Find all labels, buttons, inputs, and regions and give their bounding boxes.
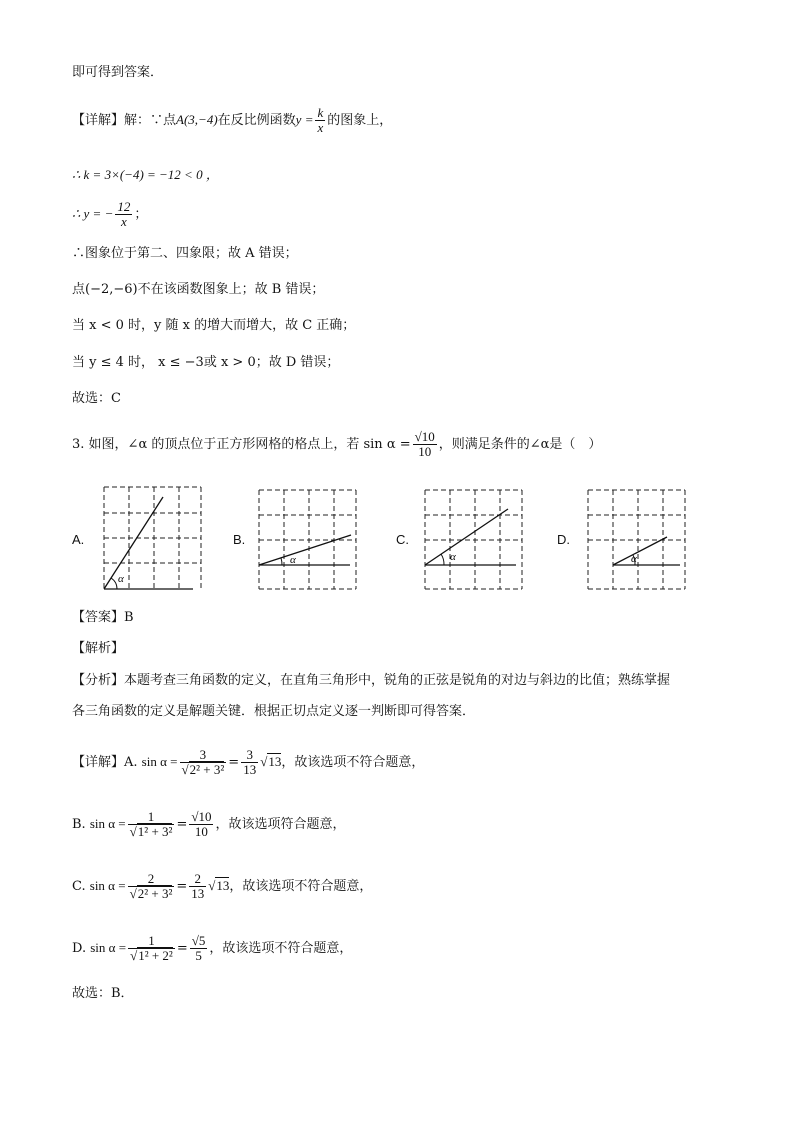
solution-result-fraction: $\frac{√5}{5}$ [191, 933, 206, 963]
solution-lhs: sin α = [90, 940, 127, 955]
step-y-end: ； [134, 207, 148, 222]
solution-fraction: $\frac{1}{\text{√1² + 2²}}$ [130, 933, 173, 963]
solution-conclusion: ，故该选项不符合题意， [281, 755, 425, 770]
analysis-label: 【解析】 [72, 641, 125, 656]
analysis-line-1: 【分析】本题考查三角函数的定义，在直角三角形中，锐角的正弦是锐角的对边与斜边的比值；熟练掌握 [72, 673, 671, 688]
figure-option-c [424, 485, 524, 591]
solution-result-fraction: $\frac{2}{13}$ [191, 871, 205, 901]
detail-text-b: 在反比例函数 [217, 113, 296, 128]
option-label-c: C. [396, 532, 409, 547]
solution-result-radical: √13 [208, 878, 230, 893]
frac-den: 10 [413, 444, 437, 459]
question-number: 3. [72, 437, 85, 452]
solution-prefix: 【详解】A. [72, 755, 138, 770]
solution-fraction: $\frac{2}{\text{√2² + 3²}}$ [129, 871, 173, 901]
frac-num: 3 [199, 747, 207, 762]
detail-text-c: 的图象上， [327, 113, 393, 128]
solution-conclusion: ，故该选项不符合题意， [229, 879, 373, 894]
fraction-k-over-x [315, 106, 325, 135]
solution-d: D. sin α = $\frac{1}{\text{√1² + 2²}}$ = $\frac{√5}{5}$ ，故该选项不符合题意， [72, 933, 353, 963]
figure-option-b [258, 485, 358, 591]
solution-fraction: $\frac{1}{\text{√1² + 3²}}$ [129, 809, 173, 839]
alpha-label: α [631, 553, 637, 565]
detail-text-a: 解：∵点 [124, 113, 177, 128]
step-y-line [72, 200, 147, 229]
intro-text: 即可得到答案． [72, 65, 164, 80]
step-c: 当 x < 0 时，y 随 x 的增大而增大，故 C 正确； [72, 318, 356, 333]
answer-prev: 故选：C [72, 391, 121, 406]
fraction-sqrt10-over-10 [413, 430, 437, 459]
analysis-line-2: 各三角函数的定义是解题关键．根据正切点定义逐一判断即可得答案． [72, 704, 476, 719]
figure-option-a [103, 485, 203, 591]
frac-num: k [317, 105, 324, 120]
alpha-label: α [290, 554, 296, 566]
step-y-lhs: ∴ y = − [72, 206, 114, 221]
question-3 [72, 430, 601, 459]
question-text-b: ，则满足条件的∠α是（ ） [438, 437, 602, 452]
answer-label: 【答案】B [72, 610, 134, 625]
step-b: 点(−2,−6)不在该函数图象上；故 B 错误； [72, 282, 325, 297]
final-answer: 故选：B． [72, 986, 134, 1001]
solution-conclusion: ，故该选项不符合题意， [209, 941, 353, 956]
solution-prefix: B. [72, 817, 86, 832]
frac-den: √2² + 3² [181, 762, 225, 777]
step-d: 当 y ≤ 4 时， x ≤ −3或 x > 0；故 D 错误； [72, 355, 340, 370]
alpha-label: α [450, 551, 456, 563]
option-label-a: A. [72, 532, 85, 547]
solution-result-radical: √13 [260, 754, 282, 769]
solution-a: 【详解】A. sin α = $\frac{3}{\text{√2² + 3²}}$ = $\frac{3}{13}$ √13，故该选项不符合题意， [72, 747, 425, 777]
solution-lhs: sin α = [141, 754, 178, 769]
solution-c: C. sin α = $\frac{2}{\text{√2² + 3²}}$ = $\frac{2}{13}$ √13，故该选项不符合题意， [72, 871, 373, 901]
solution-lhs: sin α = [89, 816, 126, 831]
solution-result-fraction: $\frac{√10}{10}$ [191, 809, 212, 839]
solution-conclusion: ，故该选项符合题意， [215, 817, 346, 832]
detail-line [72, 106, 392, 135]
point-a: A(3,−4) [176, 112, 218, 127]
frac-den: x [115, 214, 132, 229]
option-label-b: B. [233, 532, 246, 547]
func-lhs: y = [295, 112, 314, 127]
solution-prefix: D. [72, 941, 87, 956]
solution-prefix: C. [72, 879, 86, 894]
frac-den: x [317, 120, 324, 135]
step-a: ∴图象位于第二、四象限；故 A 错误； [72, 246, 298, 261]
alpha-label: α [118, 573, 124, 585]
solution-result-fraction: $\frac{3}{13}$ [243, 747, 257, 777]
solution-b: B. sin α = $\frac{1}{\text{√1² + 3²}}$ = $\frac{√10}{10}$ ，故该选项符合题意， [72, 809, 346, 839]
frac-num: √10 [414, 429, 435, 444]
figure-option-d [587, 485, 687, 591]
solution-lhs: sin α = [89, 878, 126, 893]
detail-label: 【详解】 [72, 113, 125, 128]
question-text-a: 如图，∠α 的顶点位于正方形网格的格点上，若 sin α = [88, 437, 411, 452]
option-label-d: D. [557, 532, 570, 547]
frac-num: 12 [117, 199, 131, 214]
solution-fraction [180, 748, 227, 777]
fraction-12-over-x [115, 200, 132, 229]
step-k: ∴ k = 3×(−4) = −12 < 0 ， [72, 167, 219, 182]
